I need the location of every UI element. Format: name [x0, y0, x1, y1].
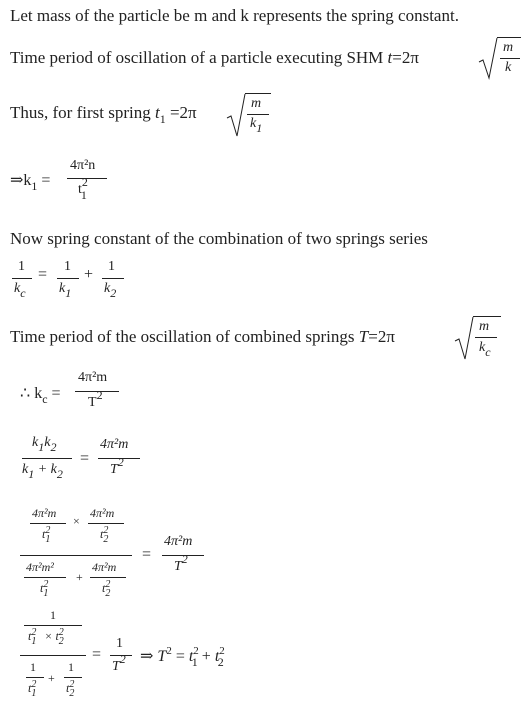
main-frac-bar: [20, 655, 86, 656]
equals-sign: =: [80, 450, 90, 467]
kc-equation: ∴ $k_c$ =: [20, 385, 61, 406]
t: t: [55, 629, 59, 643]
rhs-numerator: 4π²m: [100, 437, 129, 452]
k: k: [250, 116, 257, 131]
series-label: Now spring constant of the combination of two springs series: [10, 229, 428, 248]
frac-bar: [247, 114, 269, 115]
equals-sign: =: [392, 48, 402, 67]
subscript-1: 1: [31, 688, 37, 699]
equals-sign: =: [169, 103, 180, 122]
first-spring-line: [10, 103, 197, 126]
kc-denominator: T2: [88, 388, 103, 410]
implies-icon: ⇒: [10, 172, 24, 189]
frac-num-1: 1: [116, 636, 123, 651]
frac-bar: [30, 523, 66, 524]
frac-num-1: 1: [108, 259, 115, 274]
frac-bar: [24, 625, 82, 626]
k: k: [23, 172, 32, 189]
equals-sign: =: [41, 172, 51, 189]
kc: kc: [479, 340, 491, 359]
plus-sign: +: [37, 462, 48, 477]
k: k: [14, 281, 21, 296]
k: k: [34, 385, 43, 402]
frac-bar: [475, 337, 497, 338]
plus-sign: +: [48, 671, 55, 685]
subscript-1: 1: [159, 112, 166, 126]
frac-bar: [24, 577, 66, 578]
k: k: [59, 281, 66, 296]
equals-sign: =: [38, 266, 48, 283]
k1-denominator: t21: [78, 175, 88, 202]
frac-num-m: m: [251, 96, 262, 111]
frac-bar: [90, 577, 126, 578]
k: k: [44, 435, 51, 450]
t2-squared: $t^2_2$: [66, 679, 75, 699]
sum-k1k2: k1 + k2: [22, 462, 63, 481]
top-numerator-1: 1: [50, 608, 56, 622]
sqrt-bar: [497, 37, 521, 38]
plus-sign: +: [84, 266, 94, 283]
b-numerator: 4π²m: [90, 506, 115, 520]
t1-squared: $t^2_1$: [40, 579, 49, 599]
subscript-1: 1: [31, 636, 37, 647]
frac-bar: [64, 677, 82, 678]
T: T: [157, 648, 167, 665]
equals-sign: =: [368, 327, 378, 346]
t: t: [102, 581, 106, 595]
first-spring-label: Thus, for first spring: [10, 103, 151, 122]
t2-squared: $t^2_2$: [100, 525, 109, 545]
T: T: [88, 395, 97, 410]
var-t: t: [387, 48, 393, 67]
frac-num-m: m: [479, 319, 490, 334]
plus-sign: +: [76, 570, 83, 584]
T-squared: T2: [112, 652, 126, 674]
product-k1k2: k1k2: [32, 435, 57, 454]
subscript-1: 1: [65, 286, 72, 300]
t2-squared: $t^2_2$: [102, 579, 111, 599]
therefore-icon: ∴: [20, 385, 31, 402]
frac-bar: [500, 58, 520, 59]
frac-bar: [102, 278, 124, 279]
frac-num-1: 1: [68, 660, 74, 674]
a-numerator: 4π²m: [32, 506, 57, 520]
implies-icon: ⇒: [140, 648, 154, 665]
equals-sign: =: [175, 648, 185, 665]
intro-text: Let mass of the particle be m and k represents the spring constant.: [10, 6, 459, 25]
t: t: [78, 182, 82, 197]
equals-sign: =: [92, 646, 102, 663]
var-t1: t: [154, 103, 160, 122]
kc-numerator: 4π²m: [78, 370, 108, 385]
var-T: T: [358, 327, 369, 346]
frac-num-1: 1: [64, 259, 71, 274]
final-result: ⇒ $T^2 = t^2_1 + t^2_2$: [140, 645, 225, 669]
c-numerator: 4π²m²: [26, 560, 54, 574]
k: k: [50, 462, 57, 477]
subscript-1: 1: [28, 467, 35, 481]
t: t: [188, 648, 194, 665]
plus-sign: +: [201, 648, 211, 665]
sqrt-radical-icon: [454, 315, 474, 361]
rhs-numerator: 4π²m: [164, 534, 193, 549]
t: t: [100, 527, 104, 541]
frac-bar: [88, 523, 124, 524]
frac-den-k: k: [505, 60, 512, 75]
main-frac-bar: [20, 555, 132, 556]
t: t: [40, 581, 44, 595]
t1-squared: $t^2_1$: [28, 679, 37, 699]
equals-sign: =: [51, 385, 61, 402]
t: t: [66, 681, 70, 695]
combined-formula-line: [10, 327, 395, 347]
k1-numerator: 4π²n: [70, 158, 96, 173]
two-pi: 2π: [377, 327, 395, 346]
frac-num-1: 1: [18, 259, 25, 274]
subscript-1: 1: [191, 655, 198, 669]
sqrt-radical-icon: [226, 92, 246, 138]
d-numerator: 4π²m: [92, 560, 117, 574]
times-sign: ×: [44, 629, 53, 643]
subscript-1: 1: [80, 188, 87, 202]
two-pi: 2π: [179, 103, 197, 122]
frac-bar: [57, 278, 79, 279]
k1-denominator: [59, 281, 72, 300]
combined-label: Time period of the oscillation of combined springs: [10, 327, 355, 346]
rhs-denominator: T2: [110, 455, 124, 477]
kc: kc: [14, 281, 26, 300]
frac-bar: [12, 278, 32, 279]
frac-bar: [26, 677, 44, 678]
t: t: [42, 527, 46, 541]
frac-den-k1: [250, 116, 263, 135]
k: k: [104, 281, 111, 296]
subscript-1: 1: [38, 440, 45, 454]
sqrt-bar: [245, 93, 271, 94]
sqrt-radical-icon: [478, 36, 498, 80]
k: k: [22, 462, 29, 477]
frac-bar: [22, 458, 72, 459]
frac-num-1: 1: [30, 660, 36, 674]
subscript-1: 1: [45, 534, 51, 545]
T: T: [174, 559, 182, 574]
subscript-1: 1: [256, 121, 263, 135]
subscript-1: 1: [43, 588, 49, 599]
t: t: [28, 681, 32, 695]
frac-num-m: m: [503, 40, 514, 55]
subscript-1: 1: [31, 179, 38, 193]
t1-squared: $t^2_1$: [42, 525, 51, 545]
t: t: [214, 648, 220, 665]
k1-equation: [10, 170, 51, 193]
k2-denominator: k2: [104, 281, 117, 300]
equals-sign: =: [142, 546, 152, 563]
rhs-denominator: T2: [174, 552, 188, 574]
t1t2-product: $t^2_1 \times t^2_2$: [28, 627, 64, 647]
two-pi: 2π: [401, 48, 419, 67]
t: t: [28, 629, 32, 643]
k: k: [32, 435, 39, 450]
k: k: [479, 340, 486, 355]
T: T: [112, 659, 120, 674]
shm-formula-line: [10, 48, 419, 68]
shm-label: Time period of oscillation of a particle executing SHM: [10, 48, 384, 67]
times-sign: ×: [73, 514, 80, 528]
sqrt-bar: [473, 316, 501, 317]
T: T: [110, 462, 118, 477]
